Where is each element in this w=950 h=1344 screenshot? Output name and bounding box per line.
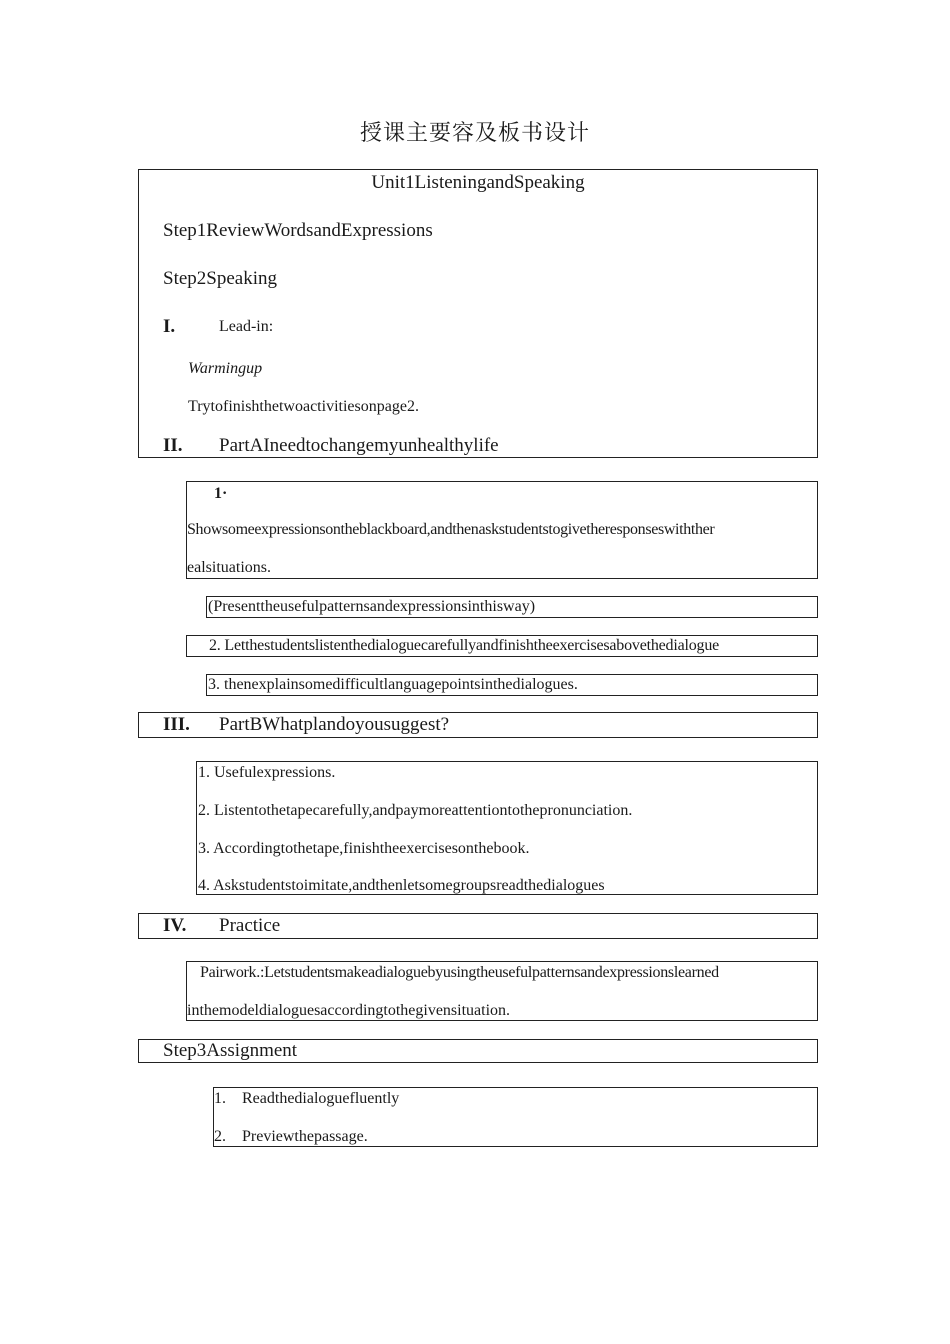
section2-label: PartAIneedtochangemyunhealthylife: [219, 435, 499, 456]
step2-heading: Step2Speaking: [163, 268, 277, 289]
partA-item1-line2: ealsituations.: [187, 559, 271, 576]
step3-heading: Step3Assignment: [163, 1040, 298, 1061]
warmingup-text: Trytofinishthetwoactivitiesonpage2.: [188, 398, 419, 415]
assignment-item-2: 2. Previewthepassage.: [214, 1128, 368, 1145]
partA-item1-number: 1·: [214, 485, 228, 502]
step1-heading: Step1ReviewWordsandExpressions: [163, 220, 433, 241]
unit-title: Unit1ListeningandSpeaking: [371, 172, 585, 193]
section1-number: I.: [163, 316, 176, 337]
section2-number: II.: [163, 435, 183, 456]
assignment-item-1: 1. Readthedialoguefluently: [214, 1090, 400, 1107]
partA-item1-line1: Showsomeexpressionsontheblackboard,andthenaskstudentstogivetheresponseswithther: [187, 521, 715, 538]
practice-line1: Pairwork.:Letstudentsmakeadialoguebyusingtheusefulpatternsandexpressionslearned: [200, 964, 719, 981]
partB-item-2: 2. Listentothetapecarefully,andpaymoreattentiontothepronunciation.: [198, 802, 633, 819]
present-text: (Presenttheusefulpatternsandexpressionsinthisway): [208, 598, 536, 615]
warmingup-label: Warmingup: [188, 360, 263, 377]
partB-item-4: 4. Askstudentstoimitate,andthenletsomegroupsreadthedialogues: [198, 877, 605, 894]
partB-item-1: 1. Usefulexpressions.: [198, 764, 336, 781]
section4-label: Practice: [219, 915, 281, 936]
page-title: 授课主要容及板书设计: [359, 121, 590, 146]
section1-label: Lead-in:: [219, 318, 274, 335]
section3-label: PartBWhatplandoyousuggest?: [219, 714, 450, 735]
practice-line2: inthemodeldialoguesaccordingtothegivensituation.: [187, 1002, 511, 1019]
section4-number: IV.: [163, 915, 187, 936]
partA-item3-text: 3. thenexplainsomedifficultlanguagepointsinthedialogues.: [208, 676, 578, 693]
partB-item-3: 3. Accordingtothetape,finishtheexercisesonthebook.: [198, 840, 530, 857]
section3-number: III.: [163, 714, 190, 735]
partA-item2-text: 2. Letthestudentslistenthedialoguecarefullyandfinishtheexercisesabovethedialogue: [209, 637, 720, 654]
